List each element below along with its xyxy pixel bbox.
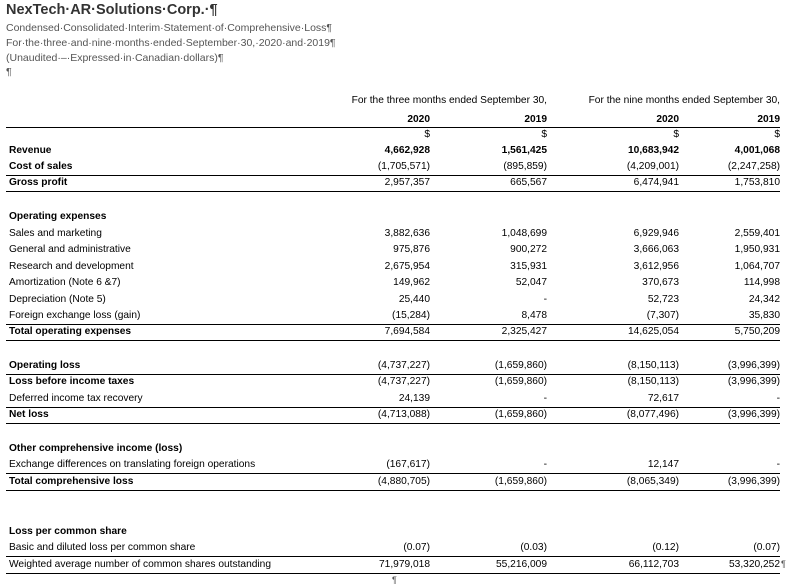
cell-value: 3,612,956 (633, 261, 679, 272)
row-label: Research and development (9, 261, 134, 272)
cell-value: 114,998 (743, 277, 780, 288)
cell-value: (0.07) (403, 542, 430, 553)
section-heading (0, 524, 789, 540)
cell-value: (8,150,113) (627, 376, 679, 387)
cell-value: 2,325,427 (501, 326, 547, 337)
row-label: Operating expenses (9, 211, 107, 222)
section-heading (0, 209, 789, 225)
row-label: Net loss (9, 409, 49, 420)
row-label: Deferred income tax recovery (9, 393, 143, 404)
cell-value: 1,753,810 (734, 177, 780, 188)
table-row (0, 457, 789, 473)
cell-value: 5,750,209 (734, 326, 780, 337)
row-label: Other comprehensive income (loss) (9, 443, 183, 454)
table-row (0, 391, 789, 407)
cell-value: - (543, 459, 547, 470)
table-row (0, 474, 789, 490)
cell-value: (1,659,860) (494, 360, 547, 371)
cell-value: 10,683,942 (628, 145, 679, 156)
cell-value: 370,673 (642, 277, 679, 288)
cell-value: 4,001,068 (734, 145, 780, 156)
cell-value: (3,996,399) (727, 409, 780, 420)
cell-value: (0.12) (652, 542, 679, 553)
cell-value: (8,065,349) (626, 476, 679, 487)
cell-value: (3,996,399) (727, 476, 780, 487)
table-row (0, 324, 789, 340)
section-heading (0, 441, 789, 457)
row-label: Total operating expenses (9, 326, 132, 337)
cell-value: (0.03) (520, 542, 547, 553)
period-description: For·the·three·and·nine·months·ended·September·30,·2020·and·2019¶ (6, 37, 336, 49)
cell-value: 71,979,018 (379, 559, 430, 570)
cell-value: 900,272 (510, 244, 547, 255)
cell-value: (1,659,860) (494, 409, 547, 420)
total-rule (6, 423, 780, 424)
table-row (0, 226, 789, 242)
cell-value: (8,077,496) (626, 409, 679, 420)
cell-value: 2,957,357 (384, 177, 430, 188)
cell-value: 149,962 (393, 277, 430, 288)
table-row (0, 259, 789, 275)
cell-value: 52,047 (515, 277, 547, 288)
unaudited-note: (Unaudited·–·Expressed·in·Canadian·dollars)¶ (6, 52, 224, 64)
table-row (0, 275, 789, 291)
table-row (0, 308, 789, 324)
cell-value: 53,320,252 (729, 559, 780, 570)
company-name: NexTech·AR·Solutions·Corp.·¶ (6, 2, 218, 18)
cell-value: 24,139 (398, 393, 430, 404)
row-label: Loss per common share (9, 526, 127, 537)
table-row (0, 242, 789, 258)
year-header: 2020 (656, 114, 679, 125)
cell-value: (2,247,258) (727, 161, 780, 172)
cell-value: 52,723 (647, 294, 679, 305)
cell-value: - (543, 393, 547, 404)
cell-value: (4,737,227) (377, 360, 430, 371)
cell-value: - (776, 393, 780, 404)
cell-value: (167,617) (386, 459, 430, 470)
row-label: General and administrative (9, 244, 131, 255)
cell-value: (1,705,571) (377, 161, 430, 172)
currency-label: $ (424, 129, 430, 140)
cell-value: 3,666,063 (633, 244, 679, 255)
cell-value: - (776, 459, 780, 470)
total-rule (6, 490, 780, 491)
cell-value: (0.07) (753, 542, 780, 553)
cell-value: (8,150,113) (627, 360, 679, 371)
cell-value: 7,694,584 (384, 326, 430, 337)
row-label: Total comprehensive loss (9, 476, 134, 487)
table-row (0, 407, 789, 423)
row-label: Operating loss (9, 360, 81, 371)
table-row (0, 557, 789, 573)
row-label: Amortization (Note 6 &7) (9, 277, 121, 288)
row-label: Cost of sales (9, 161, 73, 172)
cell-value: 24,342 (748, 294, 780, 305)
cell-value: (3,996,399) (727, 360, 780, 371)
row-end-mark: ¶ (781, 559, 786, 569)
currency-label: $ (774, 129, 780, 140)
cell-end-mark: ¶ (392, 575, 397, 585)
row-label: Foreign exchange loss (gain) (9, 310, 141, 321)
cell-value: 6,929,946 (633, 228, 679, 239)
cell-value: (4,209,001) (626, 161, 679, 172)
cell-value: (3,996,399) (727, 376, 780, 387)
row-label: Gross profit (9, 177, 68, 188)
table-row (0, 292, 789, 308)
cell-value: 55,216,009 (496, 559, 547, 570)
cell-value: 35,830 (748, 310, 780, 321)
row-label: Sales and marketing (9, 228, 102, 239)
cell-value: 315,931 (510, 261, 547, 272)
year-header: 2020 (407, 114, 430, 125)
cell-value: - (543, 294, 547, 305)
cell-value: 8,478 (521, 310, 547, 321)
row-label: Weighted average number of common shares outstanding (9, 559, 272, 570)
total-rule (6, 191, 780, 192)
cell-value: 6,474,941 (633, 177, 679, 188)
cell-value: 14,625,054 (628, 326, 679, 337)
currency-row (0, 127, 789, 143)
cell-value: (4,737,227) (377, 376, 430, 387)
cell-value: (4,713,088) (377, 409, 430, 420)
cell-value: 4,662,928 (384, 145, 430, 156)
cell-value: 72,617 (647, 393, 679, 404)
row-label: Revenue (9, 145, 52, 156)
cell-value: 25,440 (398, 294, 430, 305)
cell-value: 12,147 (647, 459, 679, 470)
cell-value: 665,567 (510, 177, 547, 188)
row-label: Loss before income taxes (9, 376, 135, 387)
statement-title: Condensed·Consolidated·Interim·Statement·of·Comprehensive·Loss¶ (6, 22, 333, 34)
year-header: 2019 (524, 114, 547, 125)
cell-value: 1,048,699 (501, 228, 547, 239)
row-label: Depreciation (Note 5) (9, 294, 106, 305)
cell-value: (7,307) (646, 310, 679, 321)
cell-value: 2,675,954 (384, 261, 430, 272)
year-header-row (0, 112, 789, 128)
cell-value: 1,950,931 (734, 244, 780, 255)
table-row (0, 540, 789, 556)
cell-value: (895,859) (503, 161, 547, 172)
cell-value: (1,659,860) (494, 476, 547, 487)
table-row (0, 159, 789, 175)
currency-label: $ (541, 129, 547, 140)
year-header: 2019 (757, 114, 780, 125)
table-row (0, 358, 789, 374)
table-row (0, 374, 789, 390)
three-months-heading: For the three months ended September 30, (351, 95, 547, 106)
cell-value: 1,064,707 (734, 261, 780, 272)
cell-value: 3,882,636 (384, 228, 430, 239)
cell-value: (15,284) (392, 310, 430, 321)
cell-value: 66,112,703 (628, 559, 679, 570)
cell-value: 1,561,425 (501, 145, 547, 156)
cell-value: 2,559,401 (734, 228, 780, 239)
currency-label: $ (673, 129, 679, 140)
cell-value: 975,876 (393, 244, 430, 255)
nine-months-heading: For the nine months ended September 30, (588, 95, 780, 106)
paragraph-mark: ¶ (6, 66, 12, 78)
total-rule (6, 573, 780, 574)
cell-value: (4,880,705) (377, 476, 430, 487)
table-row (0, 175, 789, 191)
row-label: Basic and diluted loss per common share (9, 542, 196, 553)
row-label: Exchange differences on translating foreign operations (9, 459, 256, 470)
total-rule (6, 340, 780, 341)
cell-value: (1,659,860) (494, 376, 547, 387)
table-row (0, 143, 789, 159)
